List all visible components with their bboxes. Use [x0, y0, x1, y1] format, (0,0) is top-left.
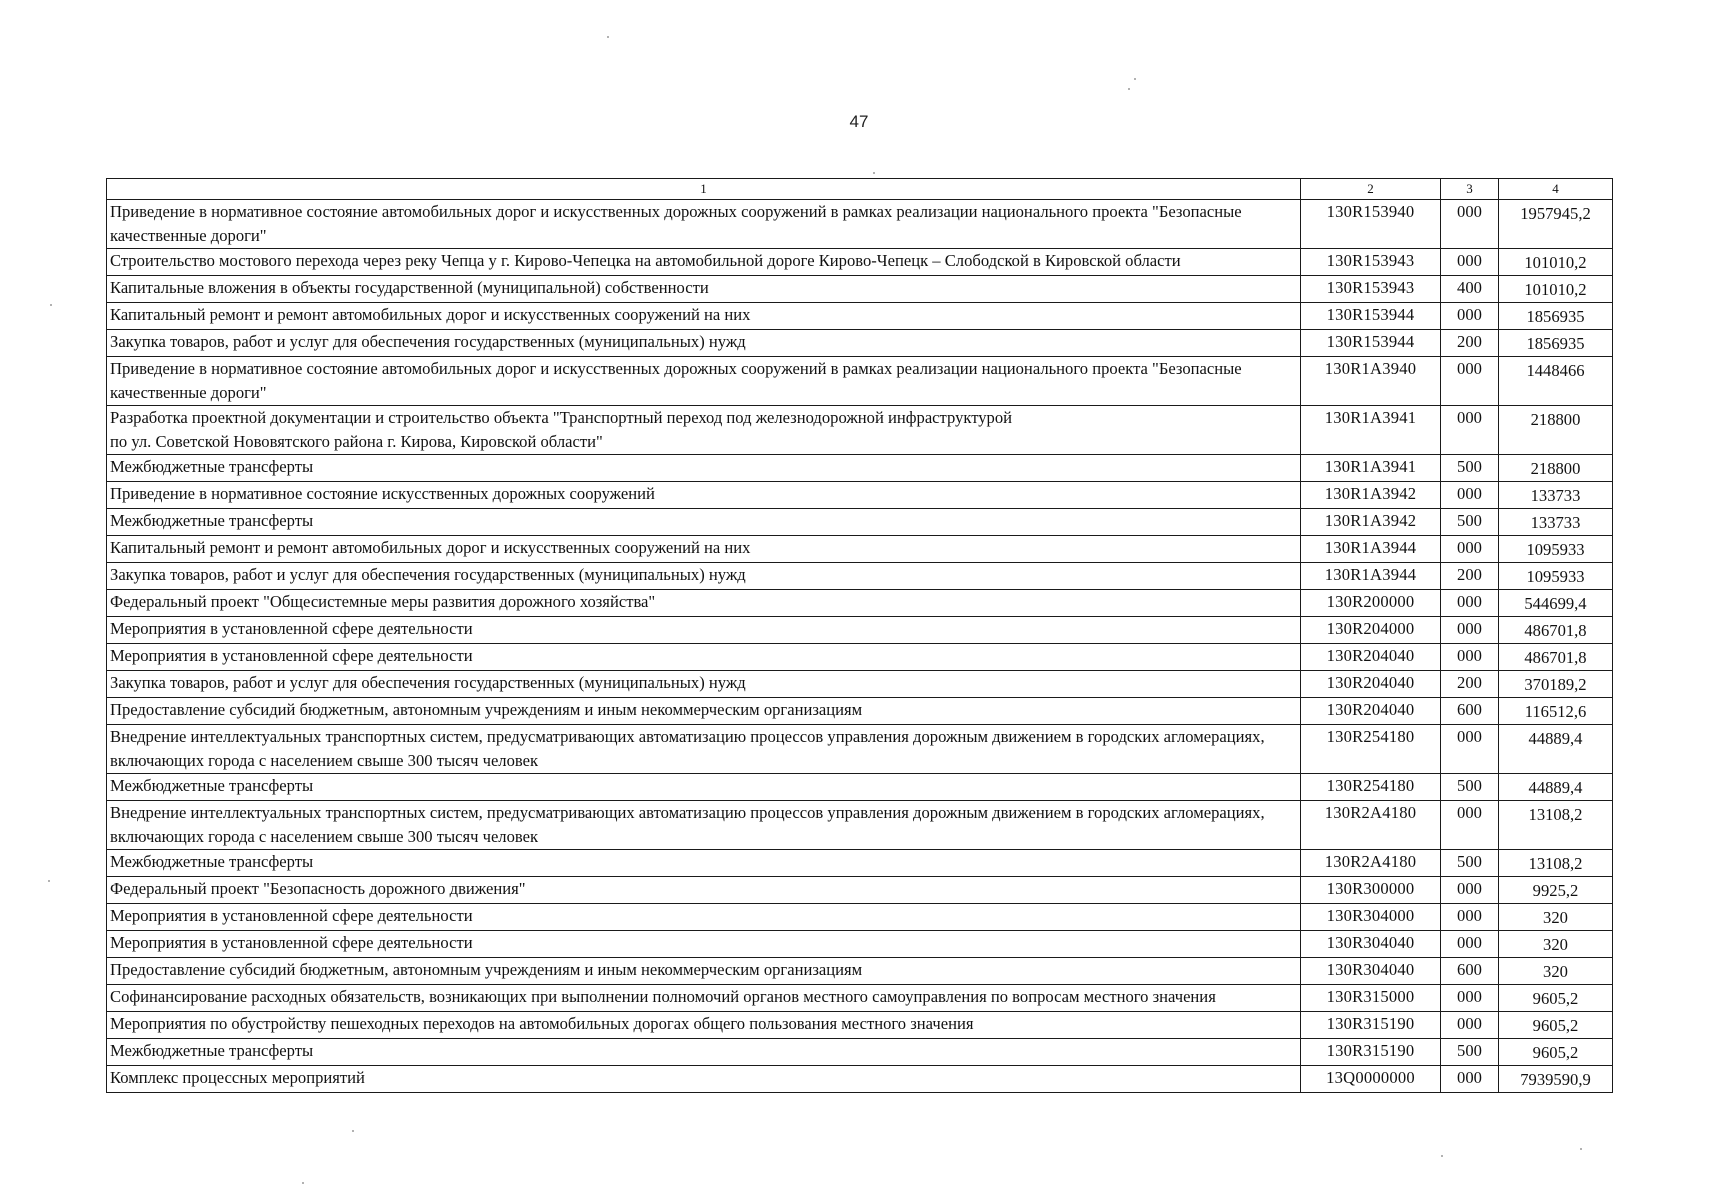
row-name-cell: Межбюджетные трансферты — [107, 774, 1301, 801]
row-code-cell: 130R1A3941 — [1301, 455, 1441, 482]
row-code-cell: 130R1A3940 — [1301, 357, 1441, 406]
row-code-cell: 130R304000 — [1301, 904, 1441, 931]
row-code-cell: 13Q0000000 — [1301, 1066, 1441, 1093]
table-row — [107, 303, 1613, 330]
row-amount-cell: 370189,2 — [1499, 671, 1613, 698]
row-amount-cell: 320 — [1499, 931, 1613, 958]
budget-table-container — [106, 178, 1612, 1093]
scan-speck — [352, 1130, 354, 1132]
row-type-cell: 000 — [1441, 357, 1499, 406]
row-code-cell: 130R200000 — [1301, 590, 1441, 617]
row-name-cell: Мероприятия по обустройству пешеходных переходов на автомобильных дорогах общего пользования местного значения — [107, 1012, 1301, 1039]
row-type-cell: 000 — [1441, 406, 1499, 455]
row-name-cell: Межбюджетные трансферты — [107, 850, 1301, 877]
row-name-cell: Софинансирование расходных обязательств, возникающих при выполнении полномочий органов местного самоуправления по вопросам местного значения — [107, 985, 1301, 1012]
table-row — [107, 482, 1613, 509]
row-name-cell: Мероприятия в установленной сфере деятельности — [107, 904, 1301, 931]
scan-speck — [302, 1182, 304, 1184]
row-type-cell: 000 — [1441, 931, 1499, 958]
row-amount-cell: 1957945,2 — [1499, 200, 1613, 249]
scan-speck — [607, 36, 609, 38]
row-name-cell: Закупка товаров, работ и услуг для обеспечения государственных (муниципальных) нужд — [107, 330, 1301, 357]
row-code-cell: 130R2A4180 — [1301, 850, 1441, 877]
row-type-cell: 500 — [1441, 774, 1499, 801]
row-amount-cell: 44889,4 — [1499, 774, 1613, 801]
table-row — [107, 536, 1613, 563]
table-row — [107, 1066, 1613, 1093]
row-code-cell: 130R304040 — [1301, 931, 1441, 958]
row-amount-cell: 133733 — [1499, 482, 1613, 509]
row-amount-cell: 9605,2 — [1499, 1039, 1613, 1066]
row-name-cell: Приведение в нормативное состояние автомобильных дорог и искусственных дорожных сооружений в рамках реализации национального проекта "Безопасные качественные дороги" — [107, 357, 1301, 406]
row-code-cell: 130R1A3942 — [1301, 509, 1441, 536]
table-row — [107, 330, 1613, 357]
row-amount-cell: 9605,2 — [1499, 985, 1613, 1012]
row-name-cell: Федеральный проект "Безопасность дорожного движения" — [107, 877, 1301, 904]
row-type-cell: 000 — [1441, 725, 1499, 774]
row-name-cell: Капитальный ремонт и ремонт автомобильных дорог и искусственных сооружений на них — [107, 536, 1301, 563]
row-name-cell: Разработка проектной документации и строительство объекта "Транспортный переход под железнодорожной инфраструктурой по ул. Советской Нововятского района г. Кирова, Кировской области" — [107, 406, 1301, 455]
page-number: 47 — [849, 112, 869, 131]
row-type-cell: 200 — [1441, 563, 1499, 590]
row-type-cell: 000 — [1441, 303, 1499, 330]
table-row — [107, 904, 1613, 931]
table-row — [107, 406, 1613, 455]
scan-speck — [1128, 88, 1130, 90]
row-code-cell: 130R1A3941 — [1301, 406, 1441, 455]
row-code-cell: 130R315000 — [1301, 985, 1441, 1012]
row-name-cell: Межбюджетные трансферты — [107, 1039, 1301, 1066]
header-col-4: 4 — [1499, 179, 1613, 200]
scan-speck — [48, 880, 50, 882]
row-amount-cell: 44889,4 — [1499, 725, 1613, 774]
row-type-cell: 000 — [1441, 482, 1499, 509]
scan-speck — [873, 172, 875, 174]
row-amount-cell: 101010,2 — [1499, 276, 1613, 303]
row-name-cell: Строительство мостового перехода через реку Чепца у г. Кирово-Чепецка на автомобильной дороге Кирово-Чепецк – Слободской в Кировской области — [107, 249, 1301, 276]
row-code-cell: 130R254180 — [1301, 774, 1441, 801]
table-row — [107, 357, 1613, 406]
table-row — [107, 801, 1613, 850]
table-row — [107, 985, 1613, 1012]
row-amount-cell: 9605,2 — [1499, 1012, 1613, 1039]
row-code-cell: 130R315190 — [1301, 1012, 1441, 1039]
row-type-cell: 200 — [1441, 330, 1499, 357]
row-name-cell: Межбюджетные трансферты — [107, 455, 1301, 482]
table-row — [107, 590, 1613, 617]
row-name-cell: Внедрение интеллектуальных транспортных систем, предусматривающих автоматизацию процессов управления дорожным движением в городских агломерациях, включающих города с населением свыше 300 тысяч человек — [107, 801, 1301, 850]
header-col-3: 3 — [1441, 179, 1499, 200]
row-type-cell: 000 — [1441, 644, 1499, 671]
row-name-cell: Межбюджетные трансферты — [107, 509, 1301, 536]
row-amount-cell: 218800 — [1499, 455, 1613, 482]
table-row — [107, 1039, 1613, 1066]
row-name-cell: Мероприятия в установленной сфере деятельности — [107, 644, 1301, 671]
row-name-cell: Предоставление субсидий бюджетным, автономным учреждениям и иным некоммерческим организациям — [107, 698, 1301, 725]
row-name-cell: Федеральный проект "Общесистемные меры развития дорожного хозяйства" — [107, 590, 1301, 617]
row-code-cell: 130R300000 — [1301, 877, 1441, 904]
row-type-cell: 000 — [1441, 617, 1499, 644]
row-type-cell: 500 — [1441, 455, 1499, 482]
table-row — [107, 725, 1613, 774]
budget-table — [106, 178, 1613, 1093]
row-amount-cell: 1856935 — [1499, 330, 1613, 357]
row-code-cell: 130R153944 — [1301, 303, 1441, 330]
header-row — [107, 179, 1613, 200]
row-type-cell: 500 — [1441, 1039, 1499, 1066]
row-code-cell: 130R204040 — [1301, 644, 1441, 671]
table-row — [107, 931, 1613, 958]
row-code-cell: 130R153943 — [1301, 249, 1441, 276]
row-amount-cell: 13108,2 — [1499, 801, 1613, 850]
row-name-cell: Приведение в нормативное состояние автомобильных дорог и искусственных дорожных сооружений в рамках реализации национального проекта "Безопасные качественные дороги" — [107, 200, 1301, 249]
row-amount-cell: 101010,2 — [1499, 249, 1613, 276]
row-type-cell: 000 — [1441, 590, 1499, 617]
table-row — [107, 617, 1613, 644]
row-code-cell: 130R204000 — [1301, 617, 1441, 644]
row-type-cell: 000 — [1441, 249, 1499, 276]
header-col-1: 1 — [107, 179, 1301, 200]
scan-speck — [1580, 1148, 1582, 1150]
row-name-cell: Закупка товаров, работ и услуг для обеспечения государственных (муниципальных) нужд — [107, 671, 1301, 698]
row-code-cell: 130R254180 — [1301, 725, 1441, 774]
table-row — [107, 877, 1613, 904]
table-row — [107, 774, 1613, 801]
table-row — [107, 644, 1613, 671]
table-row — [107, 249, 1613, 276]
row-type-cell: 000 — [1441, 904, 1499, 931]
row-amount-cell: 218800 — [1499, 406, 1613, 455]
row-name-cell: Капитальные вложения в объекты государственной (муниципальной) собственности — [107, 276, 1301, 303]
row-type-cell: 000 — [1441, 801, 1499, 850]
row-code-cell: 130R1A3944 — [1301, 563, 1441, 590]
row-type-cell: 600 — [1441, 958, 1499, 985]
row-name-cell: Мероприятия в установленной сфере деятельности — [107, 931, 1301, 958]
row-code-cell: 130R153940 — [1301, 200, 1441, 249]
row-type-cell: 000 — [1441, 1012, 1499, 1039]
table-row — [107, 276, 1613, 303]
table-body — [107, 200, 1613, 1093]
row-amount-cell: 486701,8 — [1499, 644, 1613, 671]
row-amount-cell: 9925,2 — [1499, 877, 1613, 904]
table-row — [107, 698, 1613, 725]
row-name-cell: Приведение в нормативное состояние искусственных дорожных сооружений — [107, 482, 1301, 509]
row-type-cell: 400 — [1441, 276, 1499, 303]
row-type-cell: 000 — [1441, 877, 1499, 904]
row-code-cell: 130R204040 — [1301, 671, 1441, 698]
row-name-cell: Капитальный ремонт и ремонт автомобильных дорог и искусственных сооружений на них — [107, 303, 1301, 330]
row-name-cell: Предоставление субсидий бюджетным, автономным учреждениям и иным некоммерческим организациям — [107, 958, 1301, 985]
row-code-cell: 130R153944 — [1301, 330, 1441, 357]
row-amount-cell: 1448466 — [1499, 357, 1613, 406]
table-row — [107, 1012, 1613, 1039]
row-code-cell: 130R304040 — [1301, 958, 1441, 985]
row-amount-cell: 1856935 — [1499, 303, 1613, 330]
row-type-cell: 200 — [1441, 671, 1499, 698]
row-code-cell: 130R204040 — [1301, 698, 1441, 725]
row-amount-cell: 320 — [1499, 958, 1613, 985]
row-amount-cell: 116512,6 — [1499, 698, 1613, 725]
row-type-cell: 600 — [1441, 698, 1499, 725]
row-amount-cell: 1095933 — [1499, 536, 1613, 563]
table-row — [107, 200, 1613, 249]
row-type-cell: 000 — [1441, 536, 1499, 563]
scan-speck — [1134, 78, 1136, 80]
row-name-cell: Закупка товаров, работ и услуг для обеспечения государственных (муниципальных) нужд — [107, 563, 1301, 590]
row-code-cell: 130R315190 — [1301, 1039, 1441, 1066]
table-row — [107, 563, 1613, 590]
row-type-cell: 000 — [1441, 985, 1499, 1012]
table-row — [107, 455, 1613, 482]
row-type-cell: 500 — [1441, 850, 1499, 877]
row-name-cell: Внедрение интеллектуальных транспортных систем, предусматривающих автоматизацию процессов управления дорожным движением в городских агломерациях, включающих города с населением свыше 300 тысяч человек — [107, 725, 1301, 774]
scan-speck — [50, 304, 52, 306]
row-amount-cell: 7939590,9 — [1499, 1066, 1613, 1093]
row-code-cell: 130R1A3944 — [1301, 536, 1441, 563]
table-row — [107, 671, 1613, 698]
row-type-cell: 500 — [1441, 509, 1499, 536]
row-amount-cell: 486701,8 — [1499, 617, 1613, 644]
row-code-cell: 130R1A3942 — [1301, 482, 1441, 509]
table-row — [107, 958, 1613, 985]
row-code-cell: 130R2A4180 — [1301, 801, 1441, 850]
row-type-cell: 000 — [1441, 1066, 1499, 1093]
row-name-cell: Комплекс процессных мероприятий — [107, 1066, 1301, 1093]
row-amount-cell: 1095933 — [1499, 563, 1613, 590]
row-type-cell: 000 — [1441, 200, 1499, 249]
row-amount-cell: 320 — [1499, 904, 1613, 931]
row-amount-cell: 544699,4 — [1499, 590, 1613, 617]
scan-speck — [1441, 1155, 1443, 1157]
row-amount-cell: 13108,2 — [1499, 850, 1613, 877]
table-row — [107, 509, 1613, 536]
row-code-cell: 130R153943 — [1301, 276, 1441, 303]
row-name-cell: Мероприятия в установленной сфере деятельности — [107, 617, 1301, 644]
row-amount-cell: 133733 — [1499, 509, 1613, 536]
table-row — [107, 850, 1613, 877]
header-col-2: 2 — [1301, 179, 1441, 200]
